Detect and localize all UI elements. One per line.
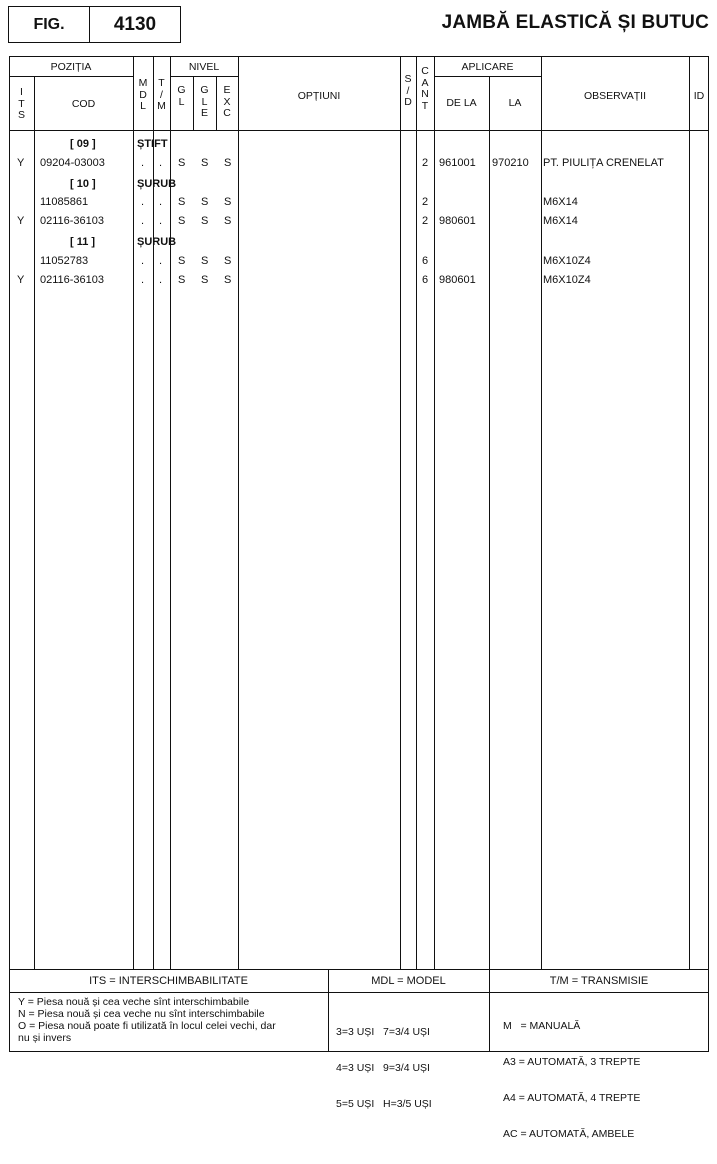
header-exc: E X C [223,84,231,119]
header-de-la: DE LA [446,97,477,109]
header-gle: G L E [200,84,209,119]
figure-box [8,6,181,43]
header-la: LA [508,97,522,109]
header-observatii: OBSERVAȚII [583,90,647,102]
fig-number: 4130 [113,13,157,35]
legend-mdl-title: MDL = MODEL [371,975,446,987]
legend-its-title: ITS = INTERSCHIMBABILITATE [89,975,248,987]
page-title: JAMBĂ ELASTICĂ ȘI BUTUC [441,12,709,33]
legend-its-lines: Y = Piesa nouă și cea veche sînt interschimbabile N = Piesa nouă și cea veche nu sînt interschimbabile O = Piesa nouă poate fi utilizată în locul celei vechi, dar nu și invers [18,996,276,1044]
parts-table [9,56,709,1052]
header-tm: T / M [157,77,166,112]
legend-mdl-lines: 3=3 UȘI 7=3/4 UȘI 4=3 UȘI 9=3/4 UȘI 5=5 UȘI H=3/5 UȘI [336,1026,432,1110]
header-pozitia: POZIȚIA [50,61,92,73]
group-position: [ 10 ] [70,178,96,190]
group-position: [ 09 ] [70,138,96,150]
group-position: [ 11 ] [70,236,96,248]
header-cod: COD [71,98,96,110]
header-its: I T S [17,86,25,121]
header-cant: C A N T [421,65,429,112]
group-name: ȘURUB [137,178,177,190]
legend-tm-title: T/M = TRANSMISIE [549,975,649,987]
legend-tm-lines: M = MANUALĂ A3 = AUTOMATĂ, 3 TREPTE A4 = AUTOMATĂ, 4 TREPTE AC = AUTOMATĂ, AMBELE [503,1020,641,1140]
header-gl: G L [177,84,186,108]
fig-label: FIG. [9,7,90,42]
group-name: ȘURUB [137,236,177,248]
header-id: ID [693,90,705,102]
group-name: ȘTIFT [137,138,168,150]
header-optiuni: OPȚIUNI [297,90,341,102]
header-mdl: M D L [138,77,148,112]
header-nivel: NIVEL [188,61,220,73]
header-sd: S / D [404,73,412,108]
header-aplicare: APLICARE [461,61,514,73]
